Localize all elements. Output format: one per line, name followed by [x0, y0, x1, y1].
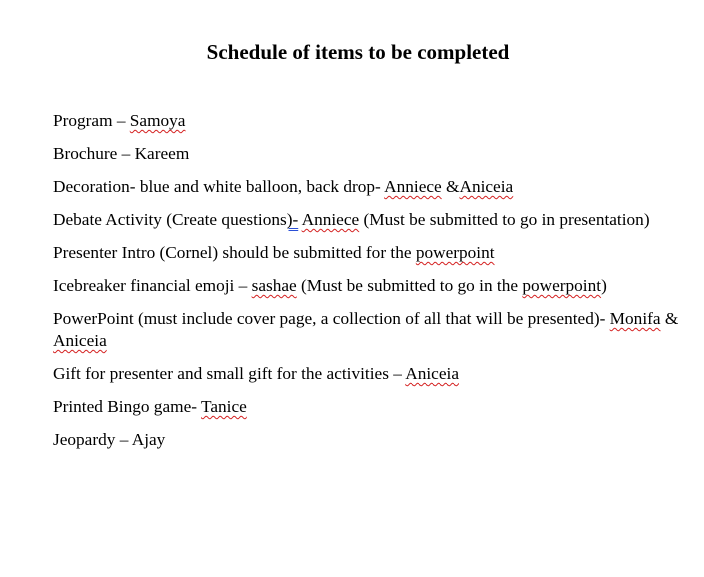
item-text: (Must be submitted to go in the [296, 276, 523, 295]
spelling-flagged-word: powerpoint [415, 243, 495, 262]
spelling-flagged-word: Anniece [301, 210, 360, 229]
list-item [53, 363, 693, 385]
item-text: Brochure – Kareem [53, 144, 190, 163]
item-text: & [441, 177, 460, 196]
spelling-flagged-word: Aniceia [53, 331, 107, 350]
spelling-flagged-word: powerpoint [522, 276, 602, 295]
item-text: Decoration- blue and white balloon, back drop- [53, 177, 385, 196]
spelling-flagged-word: Monifa [609, 309, 661, 328]
spelling-flagged-word: Aniceia [459, 177, 514, 196]
item-text: PowerPoint (must include cover page, a collection of all that will be presented)- [53, 309, 610, 328]
spelling-flagged-word: sashae [251, 276, 297, 295]
list-item [53, 429, 693, 451]
list-item [53, 308, 693, 352]
list-item [53, 242, 693, 264]
list-item [53, 275, 693, 297]
spelling-flagged-word: Samoya [129, 111, 186, 130]
item-text: Printed Bingo game- [53, 397, 201, 416]
item-text: Debate Activity (Create questions [53, 210, 287, 229]
spelling-flagged-word: Tanice [201, 397, 247, 416]
item-text: Icebreaker financial emoji – [53, 276, 252, 295]
item-text: Program – [53, 111, 130, 130]
item-text: & [660, 309, 679, 328]
schedule-list [53, 110, 693, 462]
item-text: Presenter Intro (Cornel) should be submitted for the [53, 243, 416, 262]
item-text: (Must be submitted to go in presentation) [359, 210, 650, 229]
spelling-flagged-word: Anniece [384, 177, 442, 196]
list-item [53, 110, 693, 132]
spelling-flagged-word: Aniceia [405, 364, 459, 383]
item-text: Gift for presenter and small gift for the activities – [53, 364, 406, 383]
list-item [53, 143, 693, 165]
item-text: Jeopardy – Ajay [53, 430, 166, 449]
list-item [53, 176, 693, 198]
list-item [53, 396, 693, 418]
list-item [53, 209, 693, 231]
document-title: Schedule of items to be completed [206, 40, 510, 64]
item-text: ) [601, 276, 607, 295]
grammar-flagged-text: )- [286, 210, 299, 229]
